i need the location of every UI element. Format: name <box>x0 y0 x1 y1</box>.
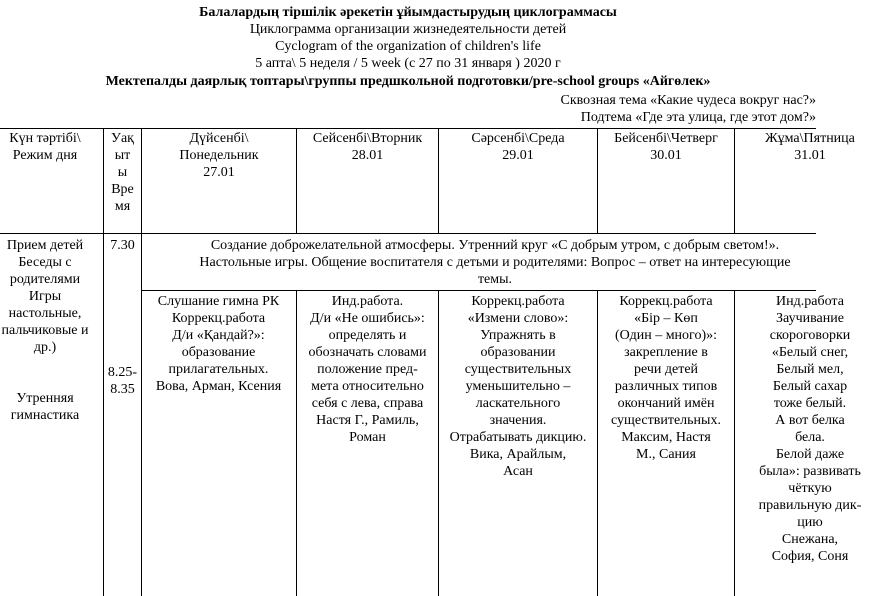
title-kz: Балалардың тіршілік әрекетін ұйымдастырудың циклограммасы <box>199 5 617 20</box>
col-header-tuesday <box>297 130 438 164</box>
day-date: 28.01 <box>351 148 384 163</box>
title-en: Cyclogram of the organization of children's life <box>275 39 541 54</box>
day-name: Дүйсенбі\ Понедельник <box>179 131 259 163</box>
tuesday-activity: Инд.работа. Д/и «Не ошибись»: определять и обозначать словами положение пред- мета относительно себя с лева, справа Настя Г., Рамиль, Роман <box>308 294 427 445</box>
day-name: Жұма\Пятница <box>765 131 855 146</box>
time-start: 7.30 <box>110 238 135 253</box>
day-date: 31.01 <box>794 148 826 163</box>
col-header-friday <box>735 130 885 164</box>
theme-line: Сквозная тема «Какие чудеса вокруг нас?» <box>560 93 816 108</box>
day-name: Сәрсенбі\Среда <box>471 131 565 146</box>
title-ru: Циклограмма организации жизнедеятельности детей <box>249 22 567 37</box>
time-range: 8.25- 8.35 <box>107 365 138 397</box>
day-name: Бейсенбі\Четверг <box>614 131 718 146</box>
group-line: Мектепалды даярлық топтары\группы предшкольной подготовки/pre-school groups «Айгөлек» <box>105 74 711 89</box>
common-activity: Создание доброжелательной атмосферы. Утренний круг «С добрым утром, с добрым светом!». Настольные игры. Общение воспитателя с детьми и родителями: Вопрос – ответ на интересующие темы. <box>199 238 791 287</box>
monday-activity: Слушание гимна РК Коррекц.работа Д/и «Қандай?»: образование прилагательных. Вова, Арман, Ксения <box>155 294 282 394</box>
col-header-regime: Күн тәртібі\ Режим дня <box>9 131 81 163</box>
wednesday-activity: Коррекц.работа «Измени слово»: Упражнять в образовании существительных уменьшительно – ласкательного значения. Отрабатывать дикцию. Вика, Арайлым, Асан <box>449 294 587 479</box>
col-header-monday <box>142 130 296 181</box>
col-header-thursday <box>598 130 734 164</box>
thursday-activity: Коррекц.работа «Бір – Көп (Один – много)»: закрепление в речи детей различных типов окончаний имён существительных. Максим, Настя М., Сания <box>611 294 721 462</box>
friday-activity: Инд.работа Заучивание скороговорки «Белый снег, Белый мел, Белый сахар тоже белый. А вот белка бела. Белой даже была»: развивать чёткую правильную дик- цию Снежана, София, Соня <box>758 294 862 564</box>
regime-cell: Прием детей Беседы с родителями Игры настольные, пальчиковые и др.) Утренняя гимнастика <box>1 238 89 423</box>
week-line: 5 апта\ 5 неделя / 5 week (с 27 по 31 января ) 2020 г <box>255 56 561 71</box>
subtheme-line: Подтема «Где эта улица, где этот дом?» <box>580 110 816 125</box>
day-date: 27.01 <box>203 165 235 180</box>
day-date: 30.01 <box>650 148 682 163</box>
col-header-time: Уақ ыт ы Вре мя <box>111 131 134 214</box>
day-name: Сейсенбі\Вторник <box>312 131 423 146</box>
col-header-wednesday <box>439 130 597 164</box>
table-top-border <box>0 128 816 129</box>
common-row-border <box>141 290 816 291</box>
header-row-border <box>0 233 816 234</box>
day-date: 29.01 <box>502 148 534 163</box>
